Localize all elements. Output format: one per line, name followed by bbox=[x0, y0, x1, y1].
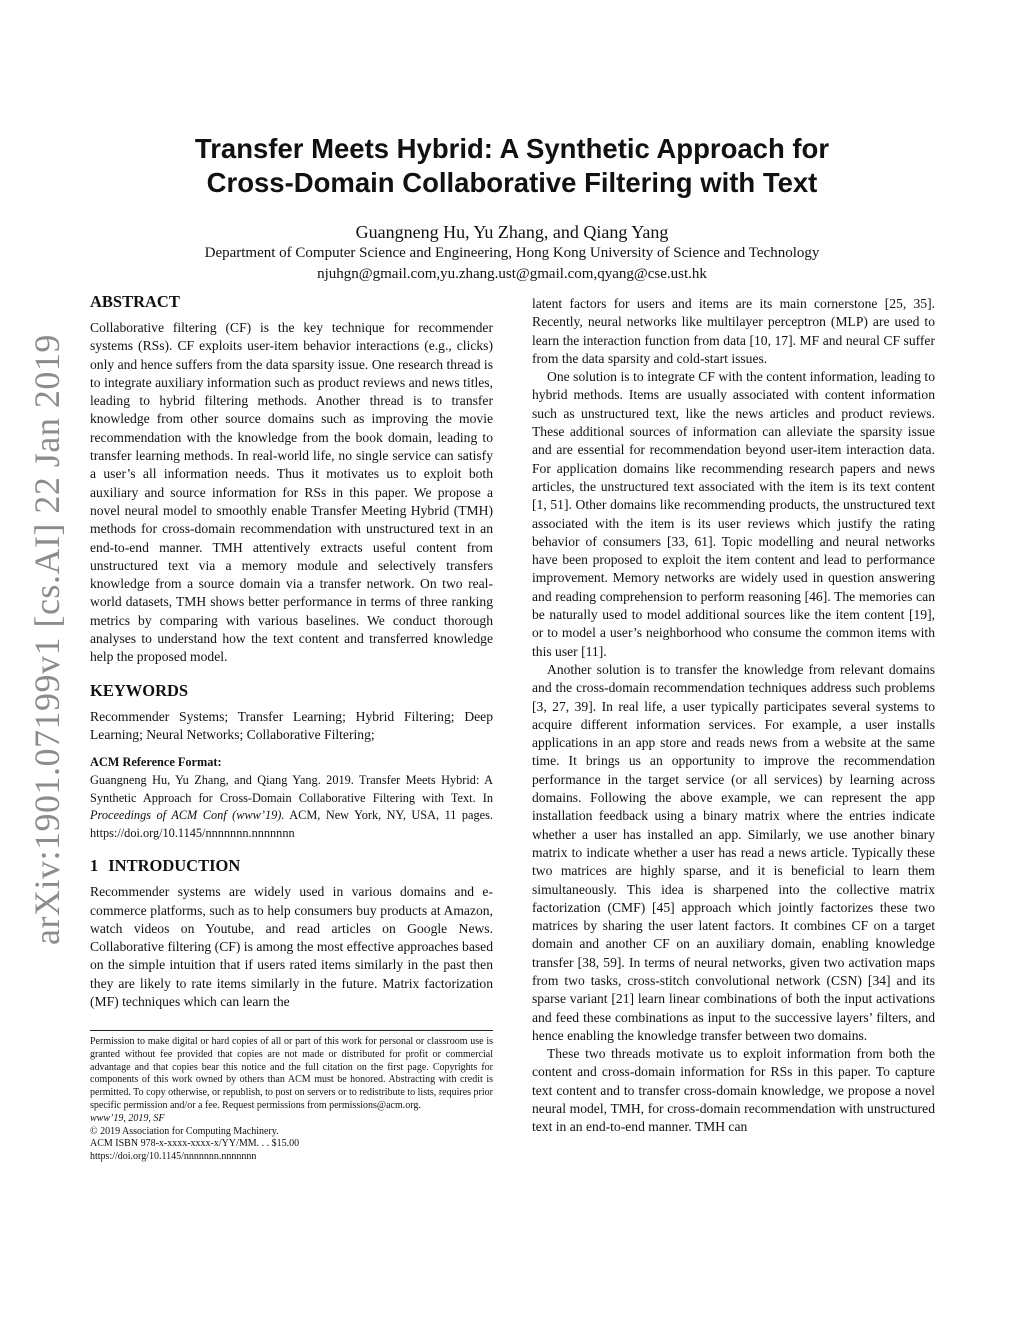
paper-title bbox=[0, 132, 1024, 200]
acm-reference-body: Guangneng Hu, Yu Zhang, and Qiang Yang. 2019. Transfer Meets Hybrid: A Synthetic Approach for Cross-Domain Collaborative Filtering with Text. In bbox=[90, 773, 493, 805]
intro-paragraph-4: These two threads motivate us to exploit information from both the content and cross-domain information for RSs in this paper. To capture text content and to transfer cross-domain knowledge, we propose a novel neural model, TMH, for cross-domain recommendation with unstructured text in an end-to-end manner. TMH can bbox=[532, 1046, 935, 1135]
left-column bbox=[90, 292, 493, 1011]
title-line-1: Transfer Meets Hybrid: A Synthetic Approach for bbox=[194, 133, 830, 164]
doi-line: https://doi.org/10.1145/nnnnnnn.nnnnnnn bbox=[90, 1151, 257, 1163]
intro-paragraph-1: Recommender systems are widely used in various domains and e-commerce platforms, such as to help consumers buy products at Amazon, watch videos on Youtube, and read articles on Google News. Collaborative filtering (CF) is among the most effective approaches based on the simple intuition that if users rated items similarly in the past then they are likely to rate items similarly in the future. Matrix factorization (MF) techniques which can learn the bbox=[90, 884, 493, 1010]
title-line-2: Cross-Domain Collaborative Filtering with Text bbox=[206, 167, 818, 198]
abstract-heading: ABSTRACT bbox=[90, 292, 180, 311]
acm-reference-heading: ACM Reference Format: bbox=[90, 755, 222, 770]
arxiv-stamp: arXiv:1901.07199v1 [cs.AI] 22 Jan 2019 bbox=[27, 334, 67, 945]
author-emails: njuhgn@gmail.com,yu.zhang.ust@gmail.com,qyang@cse.ust.hk bbox=[317, 266, 707, 282]
isbn-line: ACM ISBN 978-x-xxxx-xxxx-x/YY/MM. . . $15.00 bbox=[90, 1138, 300, 1150]
intro-paragraph-1-continued: latent factors for users and items are its main cornerstone [25, 35]. Recently, neural networks like multilayer perceptron (MLP) are used to learn the interaction function from data [10, 17]. MF and neural CF suffer from the data sparsity and cold-start issues. bbox=[532, 296, 935, 366]
conference-line: www’19, 2019, SF bbox=[90, 1112, 165, 1124]
affiliation-block bbox=[0, 243, 1024, 285]
section-number: 1 bbox=[90, 856, 99, 876]
permission-notice: Permission to make digital or hard copies of all or part of this work for personal or classroom use is granted without fee provided that copies are not made or distributed for profit or commercial advantage and that copies bear this notice and the full citation on the first page. Copyrights for components of this work owned by others than ACM must be honored. Abstracting with credit is permitted. To copy otherwise, or republish, to post on servers or to redistribute to lists, requires prior specific permission and/or a fee. Request permissions from permissions@acm.org. bbox=[90, 1036, 493, 1111]
acm-reference-venue: Proceedings of ACM Conf (www’19). bbox=[90, 808, 285, 823]
keywords-text: Recommender Systems; Transfer Learning; Hybrid Filtering; Deep Learning; Neural Networks; Collaborative Filtering; bbox=[90, 708, 493, 742]
acm-reference-text bbox=[90, 772, 493, 842]
intro-paragraph-2: One solution is to integrate CF with the content information, leading to hybrid methods. Items are usually associated with content information such as unstructured text, like the news articles and product reviews. These additional sources of information can alleviate the sparsity issue and are essential for recommendation beyond user-item interaction data. For application domains like recommending research papers and news articles, the unstructured text associated with the item is its text content [1, 51]. Other domains like recommending products, the unstructured text associated with the item is its user reviews which justify the rating behavior of consumers [33, 61]. Topic modelling and neural networks have been proposed to exploit the item content and lead to performance improvement. Memory networks are widely used in question answering and reading comprehension to perform reasoning [46]. The memories can be naturally used to model additional sources like the item content [19], or to model a user’s neighborhood who consume the common items with this user [11]. bbox=[532, 369, 935, 659]
keywords-heading: KEYWORDS bbox=[90, 680, 189, 700]
right-column bbox=[532, 295, 935, 1137]
abstract-text: Collaborative filtering (CF) is the key technique for recommender systems (RSs). CF exploits user-item behavior interactions (e.g., clicks) only and hence suffers from the data sparsity issue. One research thread is to integrate auxiliary information such as product reviews and news titles, leading to hybrid filtering methods. Another thread is to transfer knowledge from other source domains such as improving the movie recommendation with the knowledge from the book domain, leading to transfer learning methods. In real-world life, no single service can satisfy a user’s all information needs. Thus it motivates us to exploit both auxiliary and source information for RSs in this paper. We propose a novel neural model to smoothly enable Transfer Meeting Hybrid (TMH) methods for cross-domain recommendation with unstructured text in an end-to-end manner. TMH attentively extracts useful content from unstructured text via a memory module and selectively transfers knowledge from a source domain via a transfer network. On two real-world datasets, TMH shows better performance in terms of three ranking metrics by comparing with various baselines. We conduct thorough analyses to understand how the text content and transferred knowledge help the proposed model. bbox=[90, 320, 493, 665]
copyright-footnote bbox=[90, 1030, 493, 1164]
affiliation: Department of Computer Science and Engineering, Hong Kong University of Science and Technology bbox=[204, 245, 820, 261]
introduction-heading bbox=[90, 856, 493, 876]
intro-paragraph-3: Another solution is to transfer the knowledge from relevant domains and the cross-domain recommendation techniques address such problems [3, 27, 39]. In real life, a user typically participates several systems to acquire different information services. For example, a user installs applications in an app store and reads news from a website at the same time. It brings us an opportunity to improve the recommendation performance in the target service (or all services) by learning across domains. Following the above example, we can represent the app installation feedback using a binary matrix where the entries indicate whether a user has installed an app. Similarly, we use another binary matrix to indicate whether a user has read a news article. Typically these two matrices are highly sparse, and it is beneficial to learn them simultaneously. This idea is sharpened into the collective matrix factorization (CMF) [45] approach which jointly factorizes these two matrices by sharing the user latent factors. It combines CF on a target domain and another CF on an auxiliary domain, enabling knowledge transfer [38, 59]. In terms of neural networks, given two activation maps from two tasks, cross-stitch convolutional network (CSN) [34] and its sparse variant [21] learn linear combinations of both the input activations and feed these combinations as input to the successive layers’ filters, and hence enabling the knowledge transfer between two domains. bbox=[532, 661, 935, 1043]
section-title: INTRODUCTION bbox=[108, 856, 241, 876]
author-list: Guangneng Hu, Yu Zhang, and Qiang Yang bbox=[355, 222, 669, 242]
acm-reference-tail: ACM, New York, NY, USA, 11 pages. https://doi.org/10.1145/nnnnnnn.nnnnnnn bbox=[90, 808, 493, 840]
copyright-line: © 2019 Association for Computing Machinery. bbox=[90, 1125, 279, 1137]
